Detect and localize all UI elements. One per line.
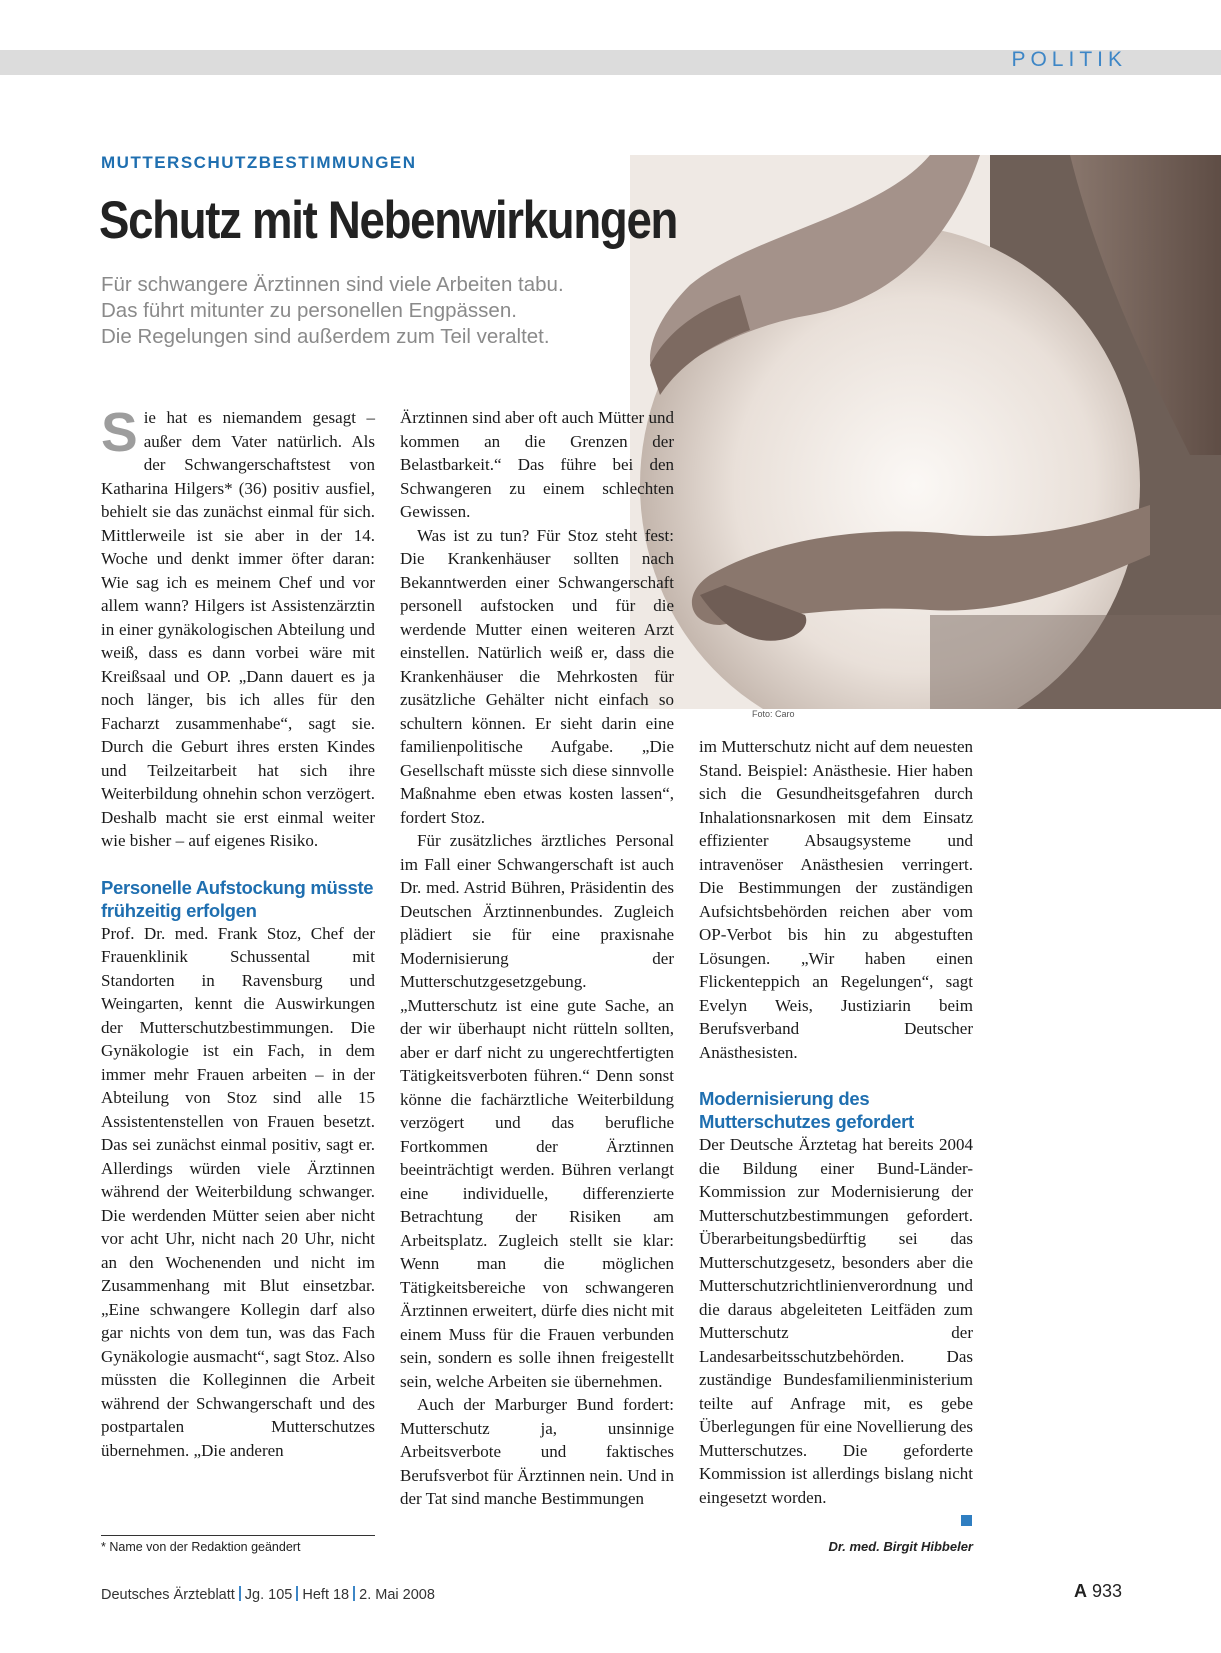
section-label: POLITIK: [1011, 48, 1127, 71]
column-3: [699, 735, 973, 1509]
photo-credit: Foto: Caro: [752, 709, 795, 719]
column-1: [101, 401, 375, 1462]
article-kicker: MUTTERSCHUTZBESTIMMUNGEN: [101, 153, 417, 172]
journal-date: 2. Mai 2008: [359, 1587, 435, 1603]
page-number: [1074, 1581, 1122, 1602]
paragraph: Auch der Marburger Bund fordert: Mutterschutz ja, unsinnige Arbeitsverbote und faktisches Berufsverbot für Ärztinnen nein. Und in der Tat sind manche Bestimmungen: [400, 1395, 674, 1508]
photo-illustration: [630, 155, 1221, 709]
journal-issue: Heft 18: [302, 1587, 350, 1603]
article-headline: Schutz mit Nebenwirkungen: [99, 191, 678, 250]
article-subhead: [101, 272, 564, 350]
section-heading: Personelle Aufstockung müsste frühzeitig erfolgen: [101, 876, 374, 921]
page-number-value: 933: [1091, 1581, 1122, 1601]
page-footer: [101, 1586, 435, 1603]
paragraph-text: ie hat es niemandem gesagt – außer dem Vater natürlich. Als der Schwangerschaftstest von Katharina Hilgers* (36) positiv ausfiel, behielt sie das zunächst einmal für sich. Mittlerweile ist sie aber in der 14. Woche und denkt immer öfter daran: Wie sag ich es meinem Chef und vor allem wann? Hilgers ist Assistenzärztin in einer gynäkologischen Abteilung und weiß, dass es dann vorbei wäre mit Kreißsaal und OP. „Dann dauert es ja noch länger, bis ich alles für den Facharzt zusammenhabe“, sagt sie. Durch die Geburt ihres ersten Kindes und Teilzeitarbeit hat sich ihre Weiterbildung ohnehin schon verzögert. Deshalb macht sie erst einmal weiter wie bisher – auf eigenes Risiko.: [101, 408, 375, 850]
footer-separator: [296, 1586, 298, 1601]
footnote: * Name von der Redaktion geändert: [101, 1540, 301, 1554]
paragraph: Für zusätzliches ärztliches Personal im Fall einer Schwangerschaft ist auch Dr. med. Astrid Bühren, Präsidentin des Deutschen Ärztinnenbundes. Zugleich plädiert sie für eine praxisnahe Modernisierung der Mutterschutzgesetzgebung. „Mutterschutz ist eine gute Sache, an der wir überhaupt nicht rütteln sollten, aber er darf nicht zu ungerechtfertigten Tätigkeitsverboten führen.“ Denn sonst könne die fachärztliche Weiterbildung verzögert und das berufliche Fortkommen der Ärztinnen beeinträchtigt werden. Bühren verlangt eine individuelle, differenzierte Betrachtung der Risiken am Arbeitsplatz. Zugleich stellt sie klar: Wenn man die möglichen Tätigkeitsbereiche von schwangeren Ärztinnen erweitert, dürfe dies nicht mit einem Muss für die Frauen verbunden sein, sondern es solle ihnen freigestellt sein, welche Arbeiten sie übernehmen.: [400, 831, 674, 1391]
section-heading: Modernisierung des Mutterschutzes gefordert: [699, 1088, 914, 1132]
paragraph: Der Deutsche Ärztetag hat bereits 2004 die Bildung einer Bund-Länder-Kommission zur Modernisierung der Mutterschutzbestimmungen gefordert. Überarbeitungsbedürftig sei das Mutterschutzgesetz, besonders aber die Mutterschutzrichtlinienverordnung und die daraus abgeleiteten Leitfäden zum Mutterschutz der Landesarbeitsschutzbehörden. Das zuständige Bundesfamilienministerium teilte auf Anfrage mit, es gebe Überlegungen für eine Novellierung des Mutterschutzes. Die geforderte Kommission ist allerdings bislang nicht eingesetzt worden.: [699, 1135, 973, 1507]
paragraph: [101, 401, 375, 853]
author-byline: Dr. med. Birgit Hibbeler: [828, 1539, 973, 1554]
footer-separator: [239, 1586, 241, 1601]
pregnant-belly-photo: [630, 155, 1221, 709]
journal-volume: Jg. 105: [244, 1587, 293, 1603]
end-mark: [961, 1515, 972, 1526]
paragraph: Ärztinnen sind aber oft auch Mütter und kommen an die Grenzen der Belastbarkeit.“ Das führe bei den Schwangeren zu einem schlechten Gewissen.: [400, 408, 674, 521]
paragraph: Was ist zu tun? Für Stoz steht fest: Die Krankenhäuser sollten nach Bekanntwerden einer Schwangerschaft personell aufstocken und für die werdende Mutter einen weiteren Arzt einstellen. Natürlich weiß er, dass die Krankenhäuser die Mehrkosten für zusätzliche Gehälter nicht einfach so schultern können. Er sieht darin eine familienpolitische Aufgabe. „Die Gesellschaft müsste sich diese sinnvolle Maßnahme eben etwas kosten lassen“, fordert Stoz.: [400, 525, 674, 827]
journal-name: Deutsches Ärzteblatt: [101, 1587, 235, 1603]
subhead-line: Das führt mitunter zu personellen Engpässen.: [101, 299, 517, 322]
page-prefix: A: [1073, 1581, 1087, 1601]
paragraph: im Mutterschutz nicht auf dem neuesten Stand. Beispiel: Anästhesie. Hier haben sich die Gesundheitsgefahren durch Inhalationsnarkosen mit dem Einsatz effizienter Absaugsysteme und intravenöser Anästhesien verringert. Die Bestimmungen der zuständigen Aufsichtsbehörden reichen aber vom OP-Verbot bis hin zu abgestuften Lösungen. „Wir haben einen Flickenteppich an Regelungen“, sagt Evelyn Weis, Justiziarin beim Berufsverband Deutscher Anästhesisten.: [699, 737, 973, 1062]
footer-separator: [353, 1586, 355, 1601]
subhead-line: Die Regelungen sind außerdem zum Teil veraltet.: [101, 325, 550, 348]
subhead-line: Für schwangere Ärztinnen sind viele Arbeiten tabu.: [101, 273, 564, 296]
paragraph: Prof. Dr. med. Frank Stoz, Chef der Frauenklinik Schussental mit Standorten in Ravensburg und Weingarten, kennt die Auswirkungen der Mutterschutzbestimmungen. Die Gynäkologie ist ein Fach, in dem immer mehr Frauen arbeiten – in der Abteilung von Stoz sind alle 15 Assistentenstellen von Frauen besetzt. Das sei zunächst einmal positiv, sagt er. Allerdings würden viele Ärztinnen während der Weiterbildung schwanger. Die werdenden Mütter seien aber nicht vor acht Uhr, nicht nach 20 Uhr, nicht an den Wochenenden und nicht im Zusammenhang mit Blut einsetzbar. „Eine schwangere Kollegin darf also gar nichts von dem tun, was das Fach Gynäkologie ausmacht“, sagt Stoz. Also müssten die Kolleginnen die Arbeit während der Schwangerschaft und des postpartalen Mutterschutzes übernehmen. „Die anderen: [101, 923, 375, 1460]
column-2: [400, 406, 674, 1511]
dropcap: S: [101, 401, 138, 463]
footnote-divider: [101, 1535, 375, 1536]
